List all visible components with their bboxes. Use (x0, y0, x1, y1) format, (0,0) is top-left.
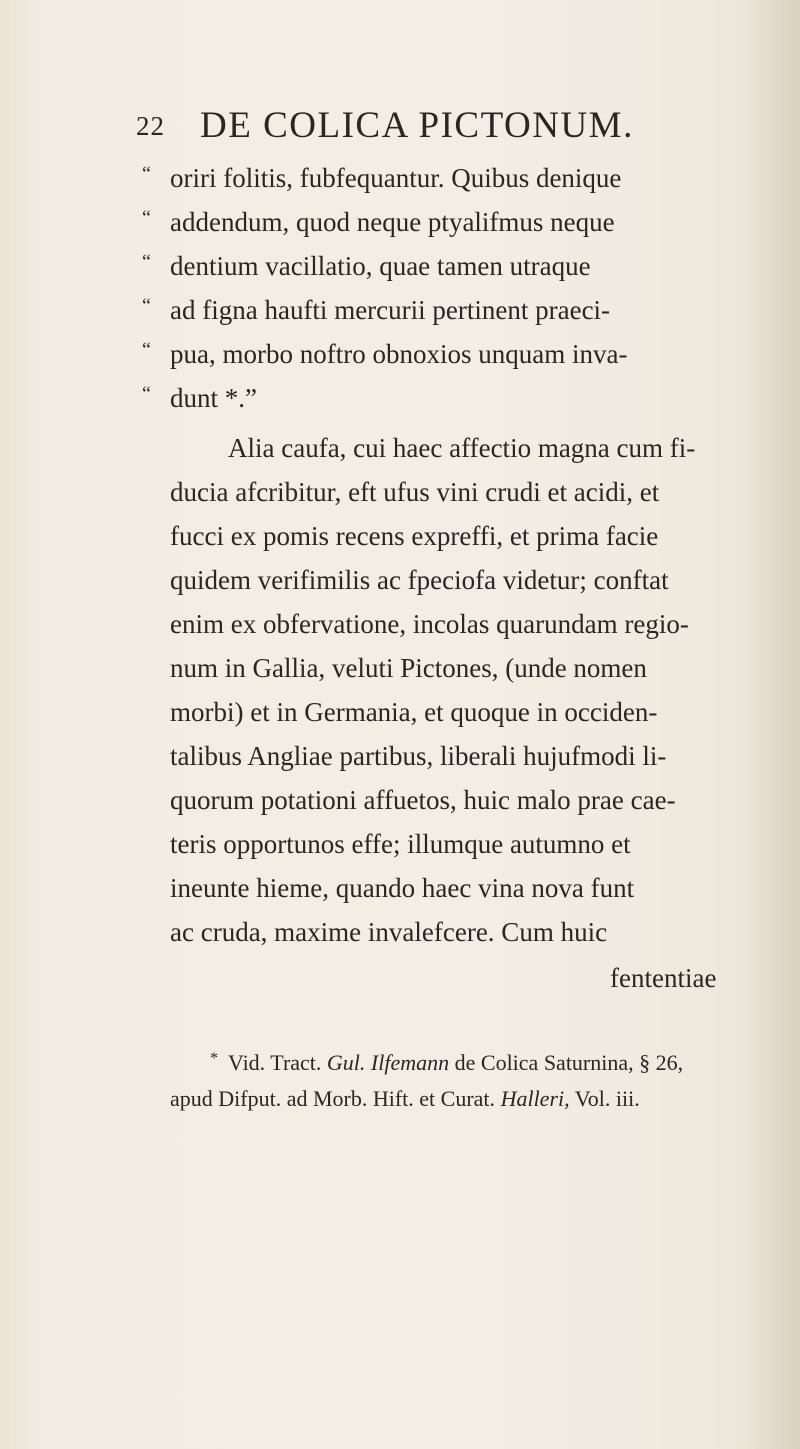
paragraph-line (170, 734, 728, 778)
quote-line-text: oriri folitis, fubfequantur. Quibus denique (170, 163, 622, 193)
quote-line (142, 244, 728, 288)
footnote-author: Halleri, (500, 1086, 570, 1111)
paragraph-line (170, 866, 728, 910)
footnote-text: Vol. iii. (574, 1086, 640, 1111)
footnote-text: Vid. Tract. (228, 1050, 322, 1075)
paragraph-line-text: enim ex obfervatione, incolas quarundam regio- (170, 609, 689, 639)
paragraph-line-text: ineunte hieme, quando haec vina nova funt (170, 873, 635, 903)
paragraph-line-text: Alia caufa, cui haec affectio magna cum fi- (228, 433, 696, 463)
running-head: DE COLICA PICTONUM. (200, 105, 634, 146)
paragraph-line-text: quidem verifimilis ac fpeciofa videtur; conftat (170, 565, 669, 595)
footnote-line (210, 1046, 728, 1080)
quote-mark: “ (142, 383, 151, 405)
paragraph-line (170, 646, 728, 690)
quote-line-text: pua, morbo noftro obnoxios unquam inva- (170, 339, 628, 369)
quote-mark: “ (142, 251, 151, 273)
quote-line-text: addendum, quod neque ptyalifmus neque (170, 207, 615, 237)
paragraph-line-text: ducia afcribitur, eft ufus vini crudi et acidi, et (170, 477, 660, 507)
paragraph-line (170, 778, 728, 822)
paragraph-line (170, 822, 728, 866)
catchword (610, 956, 728, 1000)
paragraph-line (170, 690, 728, 734)
footnote-text: de Colica Saturnina, § 26, (454, 1050, 684, 1075)
quote-mark: “ (142, 295, 151, 317)
paragraph-line (170, 910, 728, 954)
paragraph-line-text: talibus Angliae partibus, liberali hujufmodi li- (170, 741, 667, 771)
paragraph-line-text: num in Gallia, veluti Pictones, (unde nomen (170, 653, 647, 683)
catchword-text: fententiae (610, 963, 717, 993)
quote-line (142, 288, 728, 332)
quote-line (142, 332, 728, 376)
quote-line (142, 376, 728, 420)
paragraph-line-text: fucci ex pomis recens expreffi, et prima facie (170, 521, 659, 551)
footnote-author: Gul. Ilfemann (326, 1050, 450, 1075)
quote-mark: “ (142, 339, 151, 361)
quote-mark: “ (142, 163, 151, 185)
quote-line-text: ad figna haufti mercurii pertinent praeci- (170, 295, 611, 325)
quote-mark: “ (142, 207, 151, 229)
quote-line-text: dunt *.” (170, 383, 257, 413)
paragraph-line (170, 514, 728, 558)
quote-line (142, 156, 728, 200)
paragraph-line (228, 426, 728, 470)
paragraph-line-text: ac cruda, maxime invalefcere. Cum huic (170, 917, 608, 947)
quote-line (142, 200, 728, 244)
paragraph-line (170, 470, 728, 514)
page-number: 22 (136, 111, 165, 141)
footnote-text: apud Difput. ad Morb. Hift. et Curat. (170, 1086, 496, 1111)
footnote-line (170, 1082, 728, 1116)
footnote-marker: * (210, 1050, 218, 1067)
paragraph-line-text: morbi) et in Germania, et quoque in occiden- (170, 697, 658, 727)
paragraph-line (170, 602, 728, 646)
page-header (136, 96, 696, 156)
paragraph-line-text: quorum potationi affuetos, huic malo prae cae- (170, 785, 676, 815)
paragraph-line (170, 558, 728, 602)
paragraph-line-text: teris opportunos effe; illumque autumno et (170, 829, 631, 859)
quote-line-text: dentium vacillatio, quae tamen utraque (170, 251, 591, 281)
